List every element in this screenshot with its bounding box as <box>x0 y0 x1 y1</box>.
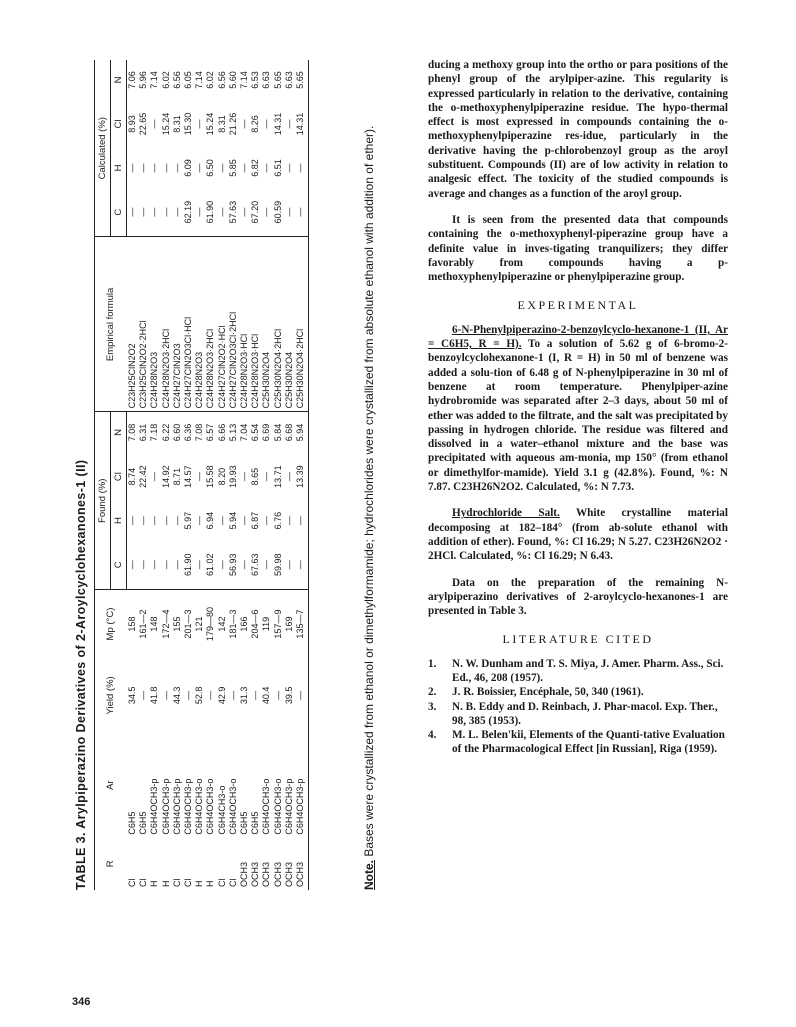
cell-ar: C6H4OCH3-o <box>194 778 205 835</box>
table-row <box>273 60 284 890</box>
cell-ar: C6H5 <box>138 811 149 835</box>
cell-fh: — <box>295 501 309 541</box>
right-column <box>428 58 728 757</box>
cell-cc: — <box>161 188 172 237</box>
cell-ccl: — <box>194 119 205 129</box>
cell-ch: — <box>283 163 294 173</box>
cell-fc: 59.98 <box>273 540 284 589</box>
cell-cc: — <box>138 188 149 237</box>
cell-fn: 6.36 <box>183 423 194 442</box>
col-header-ar: Ar <box>95 733 127 838</box>
cell-cn: 6.63 <box>261 71 272 89</box>
cell-mp: 172—4 <box>160 609 171 639</box>
cell-mp: 148 <box>149 616 160 632</box>
cell-cn: 6.05 <box>183 71 194 89</box>
cell-r: Cl <box>216 878 227 887</box>
cell-formula: C24H27ClN2O3Cl·2HCl <box>228 237 239 412</box>
cell-formula: C23H25ClN2O2·2HCl <box>138 237 149 412</box>
cell-fcl: 8.20 <box>216 467 227 486</box>
cell-yield: 40.4 <box>261 686 272 705</box>
cell-cn: 6.02 <box>160 71 171 89</box>
cell-mp: 166 <box>239 616 250 632</box>
cell-cn: 6.53 <box>250 71 261 89</box>
cell-fn: 6.66 <box>216 423 227 442</box>
experimental-heading: EXPERIMENTAL <box>517 298 639 313</box>
cell-formula: C24H28N2O3·HCl <box>250 237 261 412</box>
col-header-calc-h: H <box>111 148 127 188</box>
table-row <box>217 60 228 890</box>
cell-fcl: 13.71 <box>272 465 283 488</box>
cell-yield: 44.3 <box>171 686 182 705</box>
cell-r: OCH3 <box>239 861 250 887</box>
cell-yield: 34.5 <box>126 686 137 705</box>
cell-fc: 61.02 <box>205 540 216 589</box>
cell-ar: C6H4OCH3-o <box>272 778 283 835</box>
cell-yield: — <box>160 690 171 700</box>
cell-formula: C24H28N2O3·HCl <box>239 237 250 412</box>
col-header-calc-cl: Cl <box>111 100 127 148</box>
cell-cn: 5.65 <box>272 71 283 89</box>
hydrochloride-text: White crystalline material decomposing at 182–184° (from ab-solute ethanol with addition of ether). Found, %: Cl 16.29; N 5.27. C23H26N2O2 · 2HCl. Calculated, %: Cl 16.29; N 6.43. <box>428 507 728 563</box>
cell-ar: C6H4OCH3-p <box>295 733 309 838</box>
cell-cc: — <box>295 188 309 237</box>
cell-fn: 6.60 <box>171 423 182 442</box>
table-row <box>250 60 261 890</box>
cell-ccl: 15.24 <box>160 112 171 136</box>
cell-fc: 56.93 <box>228 540 239 589</box>
cell-fcl: 14.57 <box>183 465 194 488</box>
table-row <box>149 60 160 890</box>
reference-text: M. L. Belen'kii, Elements of the Quanti-tative Evaluation of the Pharmacological Effect [in Russian], Riga (1959). <box>452 729 725 756</box>
cell-fn: 5.84 <box>272 423 283 442</box>
cell-fh: 6.94 <box>205 511 216 530</box>
cell-r: Cl <box>126 878 137 887</box>
cell-ch: — <box>138 163 149 173</box>
cell-ccl: 8.26 <box>250 115 261 133</box>
cell-cc: 62.19 <box>183 188 194 237</box>
cell-fh: 6.76 <box>272 511 283 530</box>
cell-ch: — <box>160 163 171 173</box>
reference-number: 4. <box>428 729 437 742</box>
cell-fcl: — <box>261 472 272 482</box>
cell-mp: 155 <box>171 616 182 632</box>
page-number: 346 <box>72 996 91 1008</box>
cell-yield: 31.3 <box>239 686 250 705</box>
reference-number: 2. <box>428 686 437 699</box>
cell-cc: — <box>284 188 295 237</box>
cell-formula: C24H27ClN2O3 <box>172 237 183 412</box>
paragraph-conclusion: It is seen from the presented data that compounds containing the o-methoxyphenyl-piperazine group have a definite value in inves-tigating tranquilizers; they differ favorably from compounds having a p-methoxyphenylpiperazine or phenylpiperazine group. <box>428 213 728 284</box>
cell-ch: 6.50 <box>205 159 216 177</box>
data-table <box>94 60 309 890</box>
cell-formula: C24H28N2O3·2HCl <box>205 237 216 412</box>
cell-ccl: 22.65 <box>138 112 149 136</box>
cell-ch: 6.51 <box>272 159 283 177</box>
cell-ar: C6H5 <box>126 811 137 835</box>
cell-ccl: 14.31 <box>295 100 309 148</box>
cell-fh: — <box>171 516 182 526</box>
table-region <box>70 60 408 890</box>
cell-mp: 142 <box>216 616 227 632</box>
cell-fh: 6.87 <box>250 511 261 530</box>
cell-ccl: 8.93 <box>127 115 137 133</box>
hydrochloride-title: Hydrochloride Salt. <box>452 507 560 520</box>
table-body <box>127 60 309 890</box>
cell-cc: — <box>172 188 183 237</box>
cell-ccl: 15.30 <box>183 112 194 136</box>
cell-fcl: — <box>239 472 250 482</box>
cell-fcl: 8.71 <box>171 467 182 486</box>
cell-r: OCH3 <box>250 861 261 887</box>
col-header-calc-n: N <box>111 60 127 100</box>
cell-fh: 5.97 <box>183 511 194 530</box>
cell-ch: — <box>295 148 309 188</box>
cell-mp: 135—7 <box>295 590 309 659</box>
cell-cn: 6.56 <box>171 71 182 89</box>
table-row <box>127 60 139 890</box>
cell-ch: 6.09 <box>183 159 194 177</box>
cell-cc: 57.63 <box>228 188 239 237</box>
cell-r: OCH3 <box>261 861 272 887</box>
cell-formula: C24H28N2O3·2HCl <box>161 237 172 412</box>
cell-cn: 7.14 <box>194 71 205 89</box>
cell-mp: 179—80 <box>205 607 216 642</box>
cell-fn: 6.57 <box>205 423 216 442</box>
cell-ar: C6H4OCH3-p <box>149 778 160 835</box>
cell-fc: — <box>239 540 250 589</box>
cell-yield: — <box>227 690 238 700</box>
cell-ccl: — <box>283 119 294 129</box>
cell-fh: — <box>194 516 205 526</box>
cell-fcl: 13.39 <box>295 453 309 501</box>
cell-cc: 67.20 <box>250 188 261 237</box>
col-header-found-cl: Cl <box>111 453 127 501</box>
cell-mp: 181—3 <box>227 609 238 639</box>
reference-item <box>428 685 728 699</box>
paragraph-intro: ducing a methoxy group into the ortho or para positions of the phenyl group of the arylpiper-azine. This regularity is expressed particularly in relation to the derivative, containing the o-methoxyphenylpiperazine residue. The hypo-thermal effect is most expressed in compounds containing the o-methoxyphenylpiperazine res-idue, particularly in the derivative having the p-chlorobenzoyl group as the aroyl substituent. Compounds (II) are of low activity in relation to analgesic effect. The toxicity of the studied compounds is average and changes as a function of the aroyl group. <box>428 59 728 200</box>
cell-yield: 41.8 <box>149 686 160 705</box>
col-header-empirical: Empirical formula <box>95 237 127 412</box>
cell-ccl: — <box>149 119 160 129</box>
cell-fn: 5.13 <box>227 423 238 442</box>
cell-ar: C6H5 <box>239 811 250 835</box>
table-row <box>161 60 172 890</box>
cell-formula: C24H27ClN2O3Cl·HCl <box>183 237 194 412</box>
cell-cc: 61.90 <box>205 188 216 237</box>
cell-fc: — <box>149 540 160 589</box>
col-header-found: Found (%) <box>95 412 111 590</box>
cell-formula: C24H27ClN2O2·HCl <box>217 237 228 412</box>
cell-fc: — <box>127 540 139 589</box>
cell-cn: 6.63 <box>283 71 294 89</box>
cell-fc: — <box>295 540 309 589</box>
cell-cn: 7.06 <box>127 71 137 89</box>
cell-formula: C25H30N2O4 <box>284 237 295 412</box>
cell-ccl: 8.31 <box>171 115 182 133</box>
cell-r: Cl <box>138 878 149 887</box>
cell-fn: 6.31 <box>138 423 149 442</box>
table-row <box>239 60 250 890</box>
cell-fc: — <box>261 540 272 589</box>
col-header-found-c: C <box>111 540 127 589</box>
cell-r: Cl <box>171 878 182 887</box>
cell-yield: — <box>295 658 309 733</box>
table-note-label: Note. <box>362 860 376 890</box>
table-row <box>261 60 272 890</box>
cell-ccl: — <box>261 119 272 129</box>
cell-yield: — <box>250 690 261 700</box>
cell-mp: 161—2 <box>138 609 149 639</box>
cell-mp: 169 <box>283 616 294 632</box>
cell-ar: C6H4OCH3-p <box>160 778 171 835</box>
cell-fh: — <box>239 516 250 526</box>
cell-fc: — <box>138 540 149 589</box>
table-row <box>138 60 149 890</box>
cell-fh: — <box>127 516 137 526</box>
cell-yield: — <box>272 690 283 700</box>
reference-text: N. W. Dunham and T. S. Miya, J. Amer. Pharm. Ass., Sci. Ed., 46, 208 (1957). <box>452 657 724 684</box>
col-header-found-n: N <box>111 412 127 453</box>
cell-yield: 42.9 <box>216 686 227 705</box>
cell-fcl: 8.65 <box>250 467 261 486</box>
table-note <box>362 60 377 890</box>
cell-r: H <box>194 880 205 887</box>
paragraph-hydrochloride <box>428 506 728 563</box>
table-row <box>172 60 183 890</box>
table-row <box>295 60 309 890</box>
cell-ch: 5.85 <box>227 159 238 177</box>
cell-fcl: — <box>194 472 205 482</box>
table-caption: TABLE 3. Arylpiperazino Derivatives of 2-Aroylcyclohexanones-1 (II) <box>74 459 88 890</box>
cell-fn: 6.22 <box>160 423 171 442</box>
reference-text: J. R. Boissier, Encéphale, 50, 340 (1961). <box>452 686 644 699</box>
col-header-calc-c: C <box>111 188 127 237</box>
cell-ar: C6H4OCH3-p <box>171 778 182 835</box>
cell-yield: — <box>183 690 194 700</box>
cell-cc: — <box>127 188 139 237</box>
cell-yield: 52.8 <box>194 686 205 705</box>
cell-fn: 5.94 <box>295 412 309 453</box>
cell-fn: 6.69 <box>261 423 272 442</box>
cell-fc: — <box>161 540 172 589</box>
cell-cn: 6.02 <box>205 71 216 89</box>
reference-item <box>428 657 728 686</box>
cell-fh: — <box>149 516 160 526</box>
cell-formula: C24H28N2O3 <box>149 237 160 412</box>
cell-cc: — <box>149 188 160 237</box>
reference-item <box>428 728 728 757</box>
cell-formula: C25H30N2O4·2HCl <box>273 237 284 412</box>
cell-mp: 157—9 <box>272 609 283 639</box>
cell-ar: C6H5 <box>250 811 261 835</box>
cell-fn: 7.08 <box>127 423 137 442</box>
cell-r: OCH3 <box>283 861 294 887</box>
cell-cn: 6.56 <box>216 71 227 89</box>
reference-number: 1. <box>428 657 437 670</box>
cell-yield: — <box>138 690 149 700</box>
cell-ar: C6H4OCH3-p <box>283 778 294 835</box>
cell-fc: 61.90 <box>183 540 194 589</box>
rotated-table <box>70 60 408 890</box>
table-row <box>183 60 194 890</box>
cell-ccl: 8.31 <box>216 115 227 133</box>
cell-fc: — <box>172 540 183 589</box>
col-header-r: R <box>95 838 127 890</box>
cell-r: H <box>149 880 160 887</box>
cell-fh: 5.94 <box>227 511 238 530</box>
cell-r: Cl <box>227 878 238 887</box>
cell-fcl: — <box>149 472 160 482</box>
col-header-mp: Mp (°C) <box>95 590 127 659</box>
cell-r: OCH3 <box>295 838 309 890</box>
cell-fc: — <box>194 540 205 589</box>
cell-ch: — <box>261 163 272 173</box>
cell-ar: C6H4OCH3-o <box>227 778 238 835</box>
cell-ccl: — <box>239 119 250 129</box>
cell-cc: — <box>194 188 205 237</box>
paragraph-experimental <box>428 323 728 495</box>
reference-item <box>428 700 728 729</box>
cell-cn: 5.65 <box>295 60 309 100</box>
cell-ch: — <box>149 163 160 173</box>
table-row <box>228 60 239 890</box>
cell-ar: C6H4CH3-o <box>216 785 227 835</box>
cell-fn: 7.08 <box>194 423 205 442</box>
cell-mp: 158 <box>126 616 137 632</box>
reference-text: N. B. Eddy and D. Reinbach, J. Phar-macol. Exp. Ther., 98, 385 (1953). <box>452 700 718 727</box>
cell-cn: 7.14 <box>239 71 250 89</box>
cell-r: OCH3 <box>272 861 283 887</box>
cell-fcl: 14.92 <box>160 465 171 488</box>
cell-formula: C24H28N2O3 <box>194 237 205 412</box>
cell-mp: 204—6 <box>250 609 261 639</box>
cell-ar: C6H4OCH3-o <box>205 778 216 835</box>
cell-cc: — <box>261 188 272 237</box>
cell-mp: 201—3 <box>183 609 194 639</box>
cell-ar: C6H4OCH3-o <box>261 778 272 835</box>
reference-number: 3. <box>428 700 437 713</box>
cell-ch: — <box>216 163 227 173</box>
cell-cc: 60.59 <box>273 188 284 237</box>
cell-cc: — <box>217 188 228 237</box>
experimental-compound-title: 6-N-Phenylpiperazino-2-benzoylcyclo-hexanone-1 (II, Ar = C6H5, R = H). <box>428 323 728 351</box>
col-header-yield: Yield (%) <box>95 658 127 733</box>
experimental-procedure: To a solution of 5.62 g of 6-bromo-2-benzoylcyclohexanone-1 (I, R = H) in 50 ml of benzene was added a solu-tion of 6.48 g of N-phenylpiperazine in 30 ml of benzene at room temperature. Phenylpiper-azine hydrobromide was separated after 2–3 days, about 50 ml of ether was added to the filtrate, and the salt was precipitated by passing in hydrogen chloride. The residue was filtered and dissolved in a water–ethanol mixture and the base was precipitated with aqueous am-monia, mp 150° (from ethanol or dimethylfor-mamide). Yield 3.1 g (42.8%). Found, %: N 7.87. C23H26N2O2. Calculated, %: N 7.73. <box>428 338 728 494</box>
cell-r: Cl <box>183 878 194 887</box>
cell-ch: — <box>239 163 250 173</box>
cell-ar: C6H4OCH3-p <box>183 778 194 835</box>
col-header-calculated: Calculated (%) <box>95 60 111 237</box>
cell-cc: — <box>239 188 250 237</box>
cell-cn: 5.60 <box>227 71 238 89</box>
cell-ccl: 14.31 <box>272 112 283 136</box>
cell-fh: — <box>283 516 294 526</box>
table-row <box>194 60 205 890</box>
cell-ch: 6.82 <box>250 159 261 177</box>
table-note-text: Bases were crystallized from ethanol or dimethylformamide; hydrochlorides were crystallized from absolute ethanol with addition of ether). <box>362 125 376 860</box>
cell-cn: 5.96 <box>138 71 149 89</box>
cell-fcl: 19.93 <box>227 465 238 488</box>
cell-formula: C23H25ClN2O2 <box>127 237 139 412</box>
cell-yield: — <box>205 690 216 700</box>
cell-fn: 6.54 <box>250 423 261 442</box>
paragraph-data-reference: Data on the preparation of the remaining N-arylpiperazino derivatives of 2-aroylcyclo-hexanones-1 are presented in Table 3. <box>428 576 728 618</box>
cell-ch: — <box>194 163 205 173</box>
cell-mp: 119 <box>261 616 272 632</box>
cell-fn: 6.68 <box>283 423 294 442</box>
cell-mp: 121 <box>194 616 205 632</box>
cell-ch: — <box>171 163 182 173</box>
cell-yield: 39.5 <box>283 686 294 705</box>
cell-fc: — <box>217 540 228 589</box>
cell-fh: — <box>160 516 171 526</box>
cell-fcl: 8.74 <box>127 467 137 486</box>
cell-ch: — <box>127 163 137 173</box>
cell-fcl: — <box>283 472 294 482</box>
cell-fc: 67.63 <box>250 540 261 589</box>
col-header-found-h: H <box>111 501 127 541</box>
cell-ccl: 15.24 <box>205 112 216 136</box>
cell-fh: — <box>216 516 227 526</box>
cell-fn: 7.04 <box>239 423 250 442</box>
cell-formula: C25H30N2O4·2HCl <box>295 237 309 412</box>
cell-ccl: 21.26 <box>227 112 238 136</box>
cell-fn: 7.18 <box>149 423 160 442</box>
reference-list <box>428 657 728 757</box>
cell-fcl: 22.42 <box>138 465 149 488</box>
table-row <box>284 60 295 890</box>
cell-formula: C25H30N2O4 <box>261 237 272 412</box>
cell-fh: — <box>138 516 149 526</box>
cell-fc: — <box>284 540 295 589</box>
table-row <box>205 60 216 890</box>
cell-cn: 7.14 <box>149 71 160 89</box>
literature-heading: LITERATURE CITED <box>502 632 654 647</box>
cell-r: H <box>160 880 171 887</box>
cell-r: H <box>205 880 216 887</box>
cell-fcl: 15.58 <box>205 465 216 488</box>
cell-fh: — <box>261 516 272 526</box>
